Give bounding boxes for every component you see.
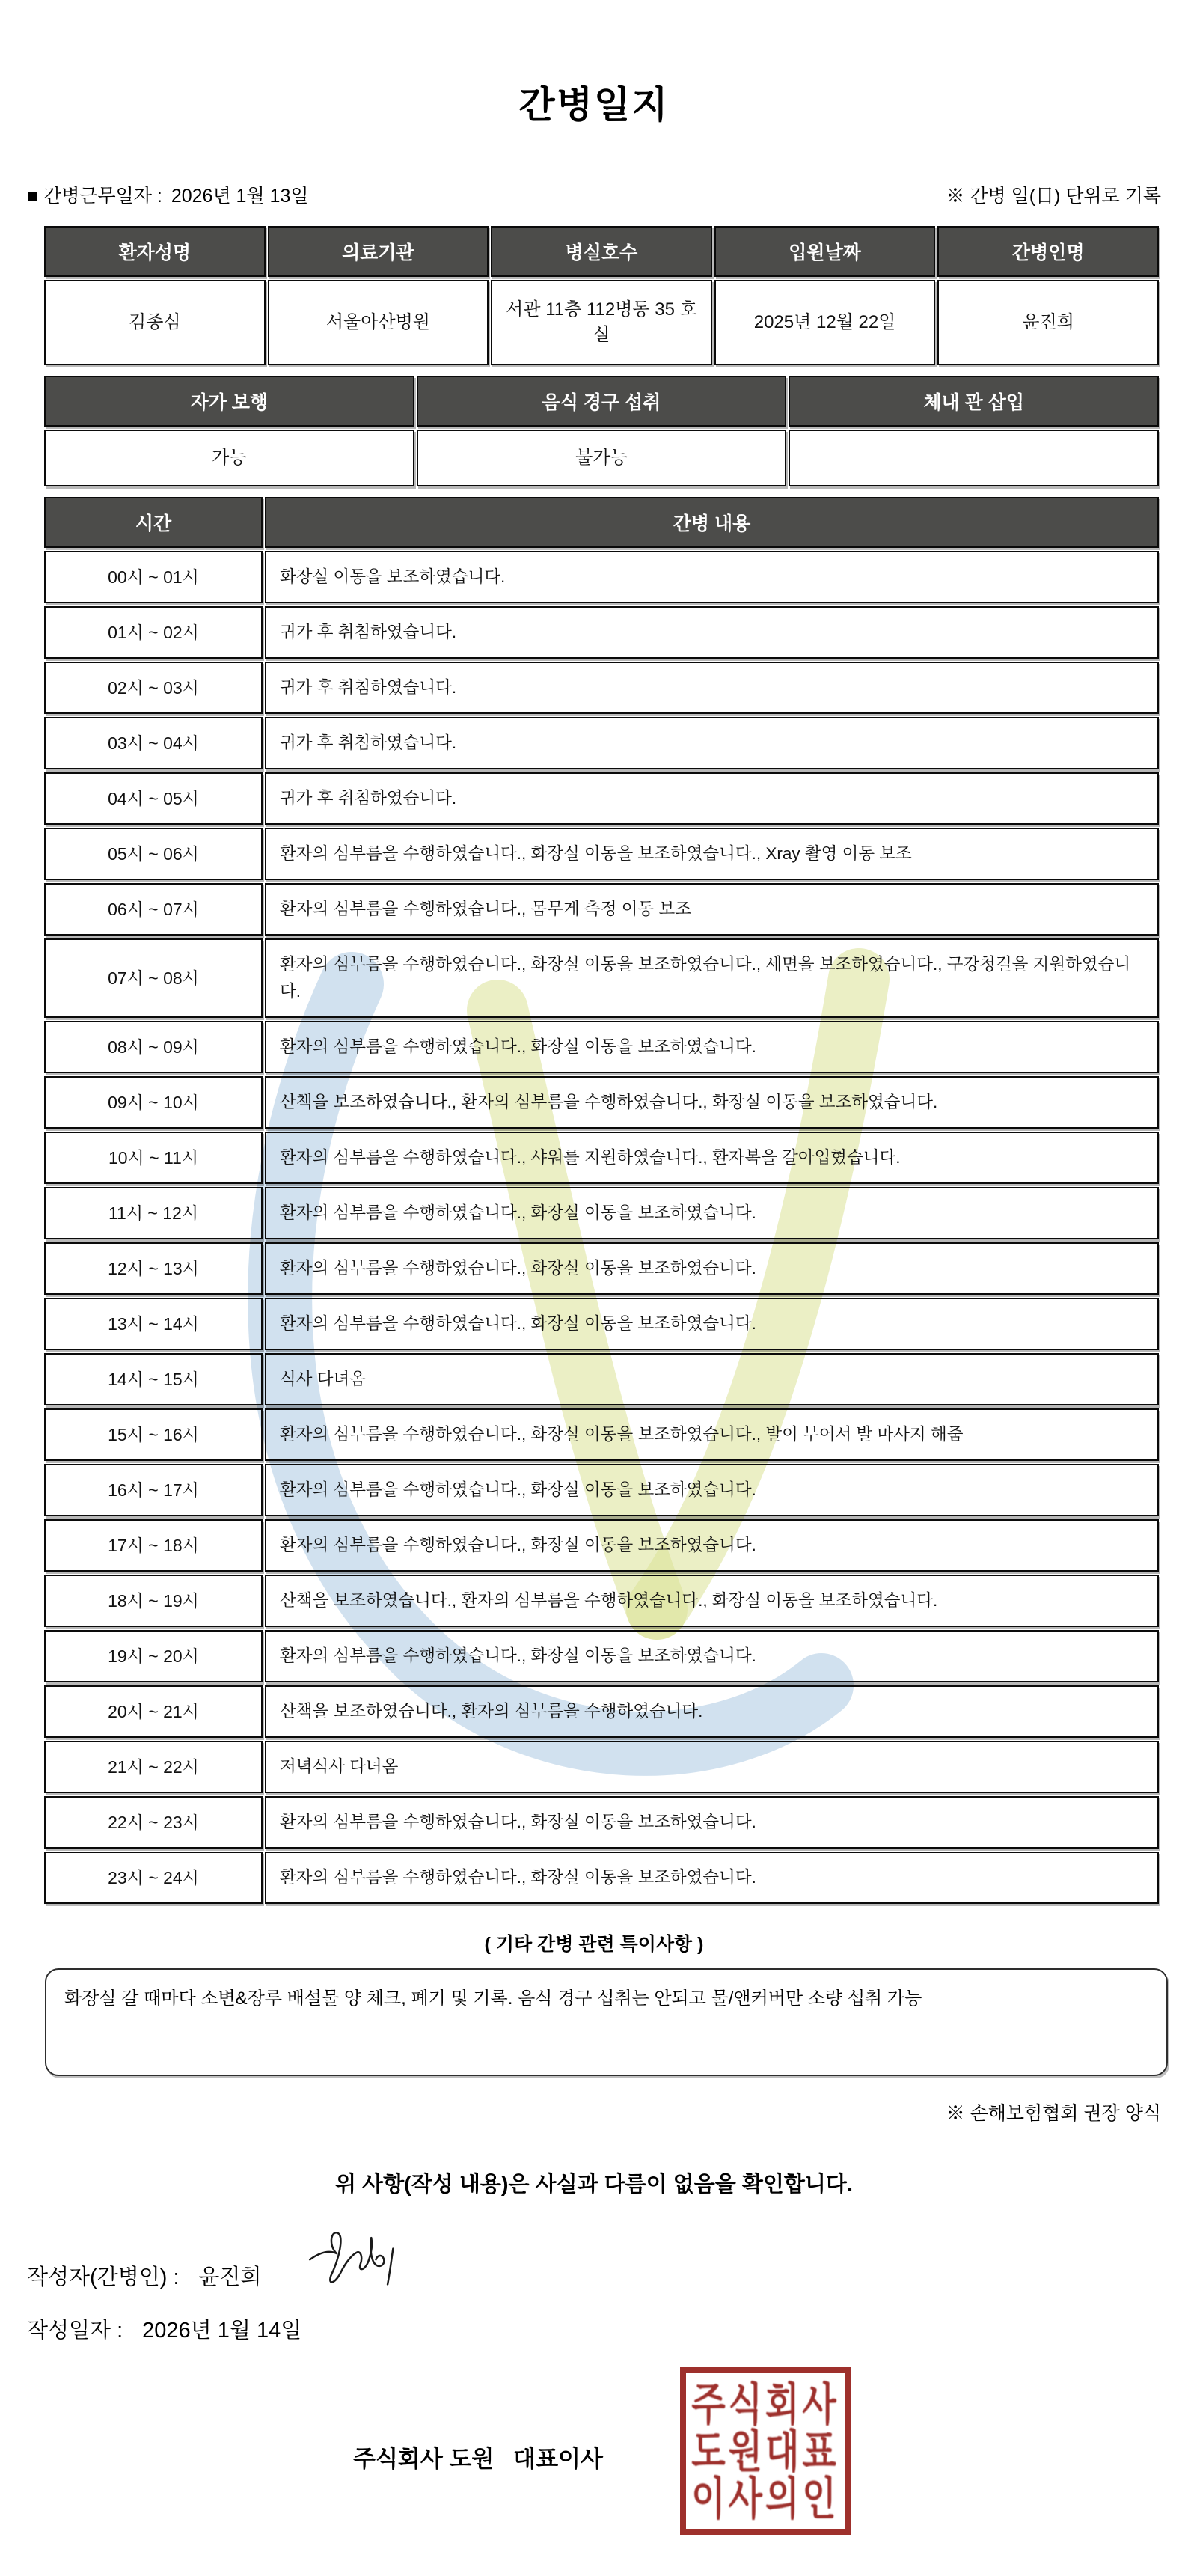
signature-scribble bbox=[305, 2226, 406, 2305]
care-content: 환자의 심부름을 수행하였습니다., 화장실 이동을 보조하였습니다., 세면을 보조하였습니다., 구강청결을 지원하였습니다. bbox=[265, 938, 1159, 1018]
table-row bbox=[44, 1021, 1159, 1073]
time-range: 08시 ~ 09시 bbox=[44, 1021, 263, 1073]
page-title: 간병일지 bbox=[518, 84, 670, 126]
table-cell: 가능 bbox=[44, 430, 414, 486]
column-header: 병실호수 bbox=[491, 226, 712, 277]
table-row bbox=[44, 551, 1159, 603]
time-range: 19시 ~ 20시 bbox=[44, 1630, 263, 1682]
column-header: 자가 보행 bbox=[44, 376, 414, 427]
table-cell: 서관 11층 112병동 35 호실 bbox=[491, 280, 712, 365]
time-range: 05시 ~ 06시 bbox=[44, 828, 263, 880]
column-header: 환자성명 bbox=[44, 226, 266, 277]
time-range: 02시 ~ 03시 bbox=[44, 662, 263, 714]
work-date-value: 2026년 1월 13일 bbox=[171, 186, 309, 207]
care-content: 산책을 보조하였습니다., 환자의 심부름을 수행하였습니다. bbox=[265, 1685, 1159, 1738]
care-content: 산책을 보조하였습니다., 환자의 심부름을 수행하였습니다., 화장실 이동을 보조하였습니다. bbox=[265, 1575, 1159, 1627]
care-content: 산책을 보조하였습니다., 환자의 심부름을 수행하였습니다., 화장실 이동을 보조하였습니다. bbox=[265, 1076, 1159, 1129]
care-content: 환자의 심부름을 수행하였습니다., 화장실 이동을 보조하였습니다. bbox=[265, 1519, 1159, 1572]
time-range: 12시 ~ 13시 bbox=[44, 1242, 263, 1295]
time-range: 23시 ~ 24시 bbox=[44, 1852, 263, 1904]
time-range: 11시 ~ 12시 bbox=[44, 1187, 263, 1239]
time-range: 00시 ~ 01시 bbox=[44, 551, 263, 603]
table-row bbox=[44, 1353, 1159, 1405]
company-block bbox=[0, 2363, 1188, 2558]
table-row bbox=[44, 662, 1159, 714]
stamp-text-line: 이사의인 bbox=[691, 2473, 839, 2524]
patient-value-row bbox=[44, 280, 1159, 365]
date-line bbox=[27, 2313, 1188, 2344]
stamp-text-line: 주식회사 bbox=[691, 2378, 839, 2429]
time-range: 04시 ~ 05시 bbox=[44, 772, 263, 825]
time-range: 03시 ~ 04시 bbox=[44, 717, 263, 769]
confirmation-statement: 위 사항(작성 내용)은 사실과 다름이 없음을 확인합니다. bbox=[334, 2173, 854, 2197]
table-row bbox=[44, 772, 1159, 825]
care-content: 환자의 심부름을 수행하였습니다., 샤워를 지원하였습니다., 환자복을 갈아입혔습니다. bbox=[265, 1132, 1159, 1184]
meta-row bbox=[27, 181, 1161, 208]
care-content: 환자의 심부름을 수행하였습니다., 화장실 이동을 보조하였습니다. bbox=[265, 1187, 1159, 1239]
table-row bbox=[44, 1575, 1159, 1627]
unit-note: ※ 간병 일(日) 단위로 기록 bbox=[946, 186, 1161, 207]
care-content: 환자의 심부름을 수행하였습니다., 화장실 이동을 보조하였습니다. bbox=[265, 1242, 1159, 1295]
time-range: 16시 ~ 17시 bbox=[44, 1464, 263, 1516]
time-range: 14시 ~ 15시 bbox=[44, 1353, 263, 1405]
care-content: 환자의 심부름을 수행하였습니다., 화장실 이동을 보조하였습니다., 발이 부어서 발 마사지 해줌 bbox=[265, 1408, 1159, 1461]
status-header-row bbox=[44, 376, 1159, 427]
patient-info-table bbox=[42, 223, 1161, 368]
table-row bbox=[44, 1132, 1159, 1184]
care-content: 귀가 후 취침하였습니다. bbox=[265, 662, 1159, 714]
time-range: 06시 ~ 07시 bbox=[44, 883, 263, 936]
column-header: 간병인명 bbox=[937, 226, 1159, 277]
care-content: 환자의 심부름을 수행하였습니다., 화장실 이동을 보조하였습니다. bbox=[265, 1464, 1159, 1516]
remarks-heading: ( 기타 간병 관련 특이사항 ) bbox=[484, 1934, 704, 1955]
time-range: 01시 ~ 02시 bbox=[44, 606, 263, 659]
table-row bbox=[44, 1408, 1159, 1461]
table-cell: 2025년 12월 22일 bbox=[714, 280, 936, 365]
content-column-header: 간병 내용 bbox=[265, 497, 1159, 548]
table-cell: 불가능 bbox=[417, 430, 787, 486]
table-row bbox=[44, 1519, 1159, 1572]
hourly-care-log-table bbox=[42, 494, 1161, 1907]
care-content: 환자의 심부름을 수행하였습니다., 화장실 이동을 보조하였습니다. bbox=[265, 1021, 1159, 1073]
time-range: 13시 ~ 14시 bbox=[44, 1298, 263, 1350]
time-range: 10시 ~ 11시 bbox=[44, 1132, 263, 1184]
company-and-ceo: 주식회사 도원 대표이사 bbox=[353, 2446, 603, 2472]
table-row bbox=[44, 1076, 1159, 1129]
stamp-text-line: 도원대표 bbox=[691, 2426, 839, 2476]
column-header: 입원날짜 bbox=[714, 226, 936, 277]
time-range: 22시 ~ 23시 bbox=[44, 1796, 263, 1849]
log-rows bbox=[44, 551, 1159, 1904]
table-row bbox=[44, 1685, 1159, 1738]
care-content: 환자의 심부름을 수행하였습니다., 화장실 이동을 보조하였습니다. bbox=[265, 1852, 1159, 1904]
table-cell bbox=[789, 430, 1159, 486]
care-content: 귀가 후 취침하였습니다. bbox=[265, 717, 1159, 769]
column-header: 음식 경구 섭취 bbox=[417, 376, 787, 427]
table-row bbox=[44, 1242, 1159, 1295]
table-row bbox=[44, 606, 1159, 659]
care-content: 저녁식사 다녀옴 bbox=[265, 1741, 1159, 1793]
time-range: 09시 ~ 10시 bbox=[44, 1076, 263, 1129]
table-row bbox=[44, 1852, 1159, 1904]
care-content: 환자의 심부름을 수행하였습니다., 화장실 이동을 보조하였습니다., Xray 촬영 이동 보조 bbox=[265, 828, 1159, 880]
writer-line bbox=[27, 2241, 1188, 2309]
time-range: 15시 ~ 16시 bbox=[44, 1408, 263, 1461]
time-range: 07시 ~ 08시 bbox=[44, 938, 263, 1018]
care-content: 귀가 후 취침하였습니다. bbox=[265, 606, 1159, 659]
table-row bbox=[44, 828, 1159, 880]
time-column-header: 시간 bbox=[44, 497, 263, 548]
care-content: 식사 다녀옴 bbox=[265, 1353, 1159, 1405]
care-content: 환자의 심부름을 수행하였습니다., 화장실 이동을 보조하였습니다. bbox=[265, 1796, 1159, 1849]
column-header: 체내 관 삽입 bbox=[789, 376, 1159, 427]
date-label: 작성일자 : bbox=[27, 2319, 123, 2342]
work-date-label: ■ 간병근무일자 : bbox=[27, 186, 162, 207]
column-header: 의료기관 bbox=[268, 226, 489, 277]
care-content: 귀가 후 취침하였습니다. bbox=[265, 772, 1159, 825]
table-row bbox=[44, 1298, 1159, 1350]
remarks-content: 화장실 갈 때마다 소변&장루 배설물 양 체크, 폐기 및 기록. 음식 경구 섭취는 안되고 물/앤커버만 소량 섭취 가능 bbox=[64, 1989, 922, 2009]
table-row bbox=[44, 717, 1159, 769]
care-content: 환자의 심부름을 수행하였습니다., 화장실 이동을 보조하였습니다. bbox=[265, 1298, 1159, 1350]
writer-name: 윤진희 bbox=[198, 2265, 262, 2289]
time-range: 20시 ~ 21시 bbox=[44, 1685, 263, 1738]
care-content: 화장실 이동을 보조하였습니다. bbox=[265, 551, 1159, 603]
table-row bbox=[44, 938, 1159, 1018]
table-row bbox=[44, 1630, 1159, 1682]
table-cell: 김종심 bbox=[44, 280, 266, 365]
log-header-row bbox=[44, 497, 1159, 548]
table-cell: 서울아산병원 bbox=[268, 280, 489, 365]
table-row bbox=[44, 1741, 1159, 1793]
care-content: 환자의 심부름을 수행하였습니다., 화장실 이동을 보조하였습니다. bbox=[265, 1630, 1159, 1682]
recommended-form-note: ※ 손해보험협회 권장 양식 bbox=[946, 2103, 1161, 2124]
care-content: 환자의 심부름을 수행하였습니다., 몸무게 측정 이동 보조 bbox=[265, 883, 1159, 936]
date-value: 2026년 1월 14일 bbox=[142, 2319, 302, 2342]
patient-status-table bbox=[42, 373, 1161, 489]
table-row bbox=[44, 1464, 1159, 1516]
time-range: 17시 ~ 18시 bbox=[44, 1519, 263, 1572]
writer-label: 작성자(간병인) : bbox=[27, 2265, 180, 2289]
remarks-box bbox=[45, 1968, 1168, 2076]
status-value-row bbox=[44, 430, 1159, 486]
time-range: 18시 ~ 19시 bbox=[44, 1575, 263, 1627]
patient-header-row bbox=[44, 226, 1159, 277]
table-row bbox=[44, 1187, 1159, 1239]
table-row bbox=[44, 883, 1159, 936]
time-range: 21시 ~ 22시 bbox=[44, 1741, 263, 1793]
table-row bbox=[44, 1796, 1159, 1849]
table-cell: 윤진희 bbox=[937, 280, 1159, 365]
corporate-seal-stamp bbox=[680, 2367, 851, 2535]
